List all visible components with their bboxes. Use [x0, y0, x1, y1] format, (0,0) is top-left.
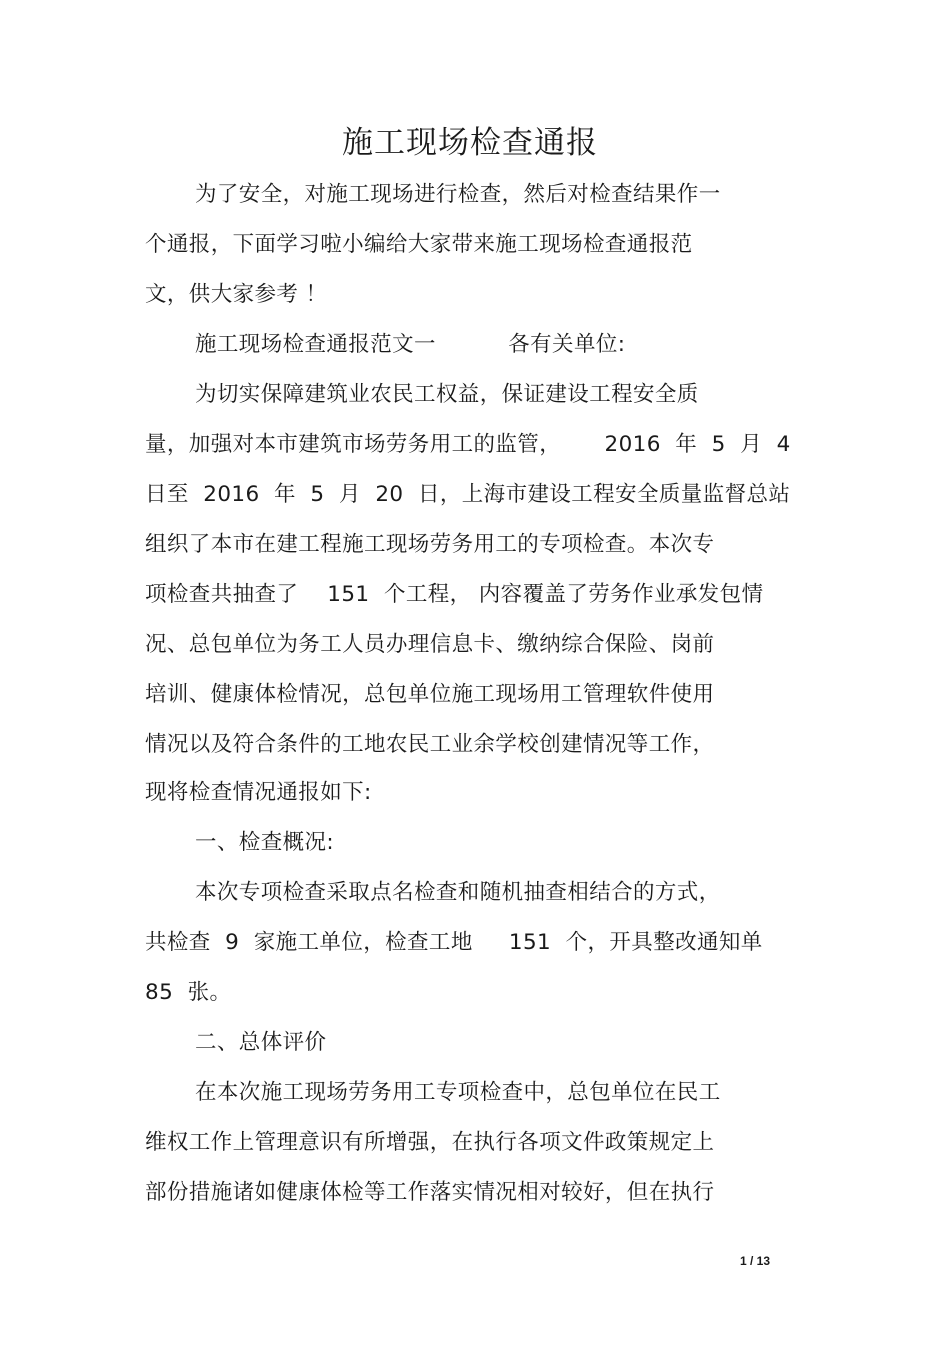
paragraph-line-11: 培训、健康体检情况，总包单位施工现场用工管理软件使用 [145, 682, 715, 707]
document-title: 施工现场检查通报 [342, 125, 598, 161]
paragraph-line-8: 组织了本市在建工程施工现场劳务用工的专项检查。本次专 [145, 532, 715, 557]
paragraph-line-20: 维权工作上管理意识有所增强，在执行各项文件政策规定上 [145, 1130, 715, 1155]
paragraph-line-1: 为了安全，对施工现场进行检查，然后对检查结果作一 [195, 182, 721, 207]
paragraph-line-7: 日至 2016 年 5 月 20 日，上海市建设工程安全质量监督总站 [145, 482, 791, 507]
paragraph-line-19: 在本次施工现场劳务用工专项检查中，总包单位在民工 [195, 1080, 721, 1105]
section-heading-2: 二、总体评价 [195, 1030, 327, 1055]
paragraph-line-3: 文，供大家参考 ！ [145, 282, 328, 307]
paragraph-line-9: 项检查共抽查了 151 个工程， 内容覆盖了劳务作业承发包情 [145, 582, 764, 607]
paragraph-line-12: 情况以及符合条件的工地农民工业余学校创建情况等工作， [145, 732, 715, 757]
paragraph-line-4: 施工现场检查通报范文一 各有关单位: [195, 332, 626, 357]
section-heading-1: 一、检查概况: [195, 830, 335, 855]
paragraph-line-5: 为切实保障建筑业农民工权益，保证建设工程安全质 [195, 382, 699, 407]
paragraph-line-10: 况、总包单位为务工人员办理信息卡、缴纳综合保险、岗前 [145, 632, 715, 657]
paragraph-line-21: 部份措施诸如健康体检等工作落实情况相对较好，但在执行 [145, 1180, 715, 1205]
paragraph-line-13: 现将检查情况通报如下: [145, 780, 372, 805]
paragraph-line-16: 共检查 9 家施工单位，检查工地 151 个，开具整改通知单 [145, 930, 763, 955]
paragraph-line-6: 量，加强对本市建筑市场劳务用工的监管， 2016 年 5 月 4 [145, 432, 791, 457]
paragraph-line-15: 本次专项检查采取点名检查和随机抽查相结合的方式， [195, 880, 721, 905]
paragraph-line-2: 个通报，下面学习啦小编给大家带来施工现场检查通报范 [145, 232, 693, 257]
page-number: 1 / 13 [739, 1254, 771, 1268]
paragraph-line-17: 85 张。 [145, 980, 232, 1005]
